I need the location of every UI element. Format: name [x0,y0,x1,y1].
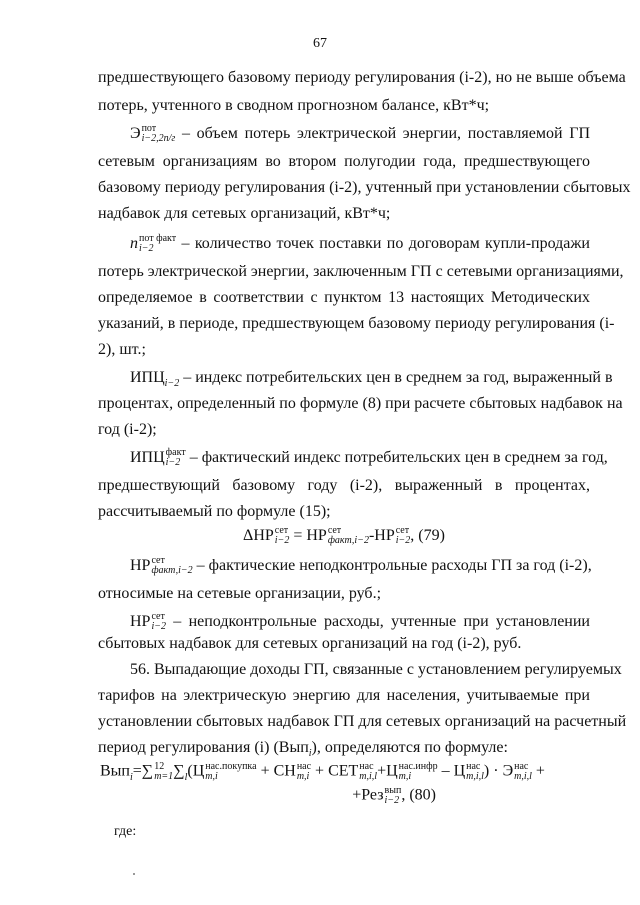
definition-text: – фактический индекс потребительских цен в среднем за год, [189,449,608,466]
paragraph-line: 56. Выпадающие доходы ГП, связанные с установлением регулируемых [130,661,622,678]
symbol: ИПЦ факт i−2 [130,447,186,469]
formula-79: ΔНР сет i−2 = НР сет факт,i−2 -НР сет i−2 , (79) [243,525,445,547]
definition-line [130,234,590,254]
definition-line [130,124,590,144]
text-line: указаний, в периоде, предшествующем базовому периоду регулирования (i- [98,315,615,332]
text-line: потерь, учтенного в сводном прогнозном балансе, кВт*ч; [98,97,490,114]
text-line: относимые на сетевые организации, руб.; [98,585,382,602]
symbol: n пот факт i−2 [130,233,177,255]
text-line: базовому периоду регулирования (i-2), учтенный при установлении сбытовых [98,179,631,196]
definition-line [130,612,590,632]
text-line: надбавок для сетевых организаций, кВт*ч; [98,205,391,222]
text-line: сетевым организациям во втором полугодии года, предшествующего [98,153,590,170]
page-number: 67 [313,36,327,51]
text-line: предшествующий базовому году (i-2), выраженный в процентах, [98,477,590,494]
text-line: тарифов на электрическую энергию для населения, учитываемые при [98,687,590,704]
symbol: Э пот i−2,2п/г [130,123,176,145]
symbol: $ИПЦ_{i-2}$ [130,369,180,390]
definition-text: – индекс потребительских цен в среднем за год, выраженный в [183,369,613,386]
where-label: где: [114,824,137,839]
definition-text: – количество точек поставки по договорам купли-продажи [181,235,590,252]
definition-line [130,556,590,576]
text-line: установлении сбытовых надбавок ГП для сетевых организаций на расчетный [98,713,627,730]
scan-speck [133,873,135,875]
formula-80-line-1: Вып$_i$=∑ 12 m=1 $\sum_l(Ц$ нас.покупка m,i + СН нас m,i + СЕТ нас m,i,l +Ц нас.инфр m,i – Ц нас m,i,l ) · Э нас m,i,l + [100,761,545,783]
symbol: НР сет факт,i−2 [130,555,193,577]
text-line: 2), шт.; [98,341,146,358]
formula-80-line-2: +Рез вып i−2 , (80) [352,785,436,806]
text-line: потерь электрической энергии, заключенным ГП с сетевыми организациями, [98,263,624,280]
text-line: предшествующего базовому периоду регулирования (i-2), но не выше объема [98,69,626,86]
definition-text: – неподконтрольные расходы, учтенные при установлении [173,613,590,630]
text-line: год (i-2); [98,421,157,438]
text-line: процентах, определенный по формуле (8) при расчете сбытовых надбавок на [98,395,623,412]
text-line: определяемое в соответствии с пунктом 13 настоящих Методических [98,289,590,306]
definition-line [130,368,613,390]
text-line: период регулирования (i) (Вып$_i$), определяются по формуле: [98,739,508,760]
definition-text: – объем потерь электрической энергии, поставляемой ГП [181,125,591,142]
text-line: сбытовых надбавок для сетевых организаций на год (i-2), руб. [98,635,522,652]
text-line: рассчитываемый по формуле (15); [98,503,331,520]
symbol: НР сет i−2 [130,611,166,633]
definition-line [130,447,608,469]
definition-text: – фактические неподконтрольные расходы ГП за год (i-2), [196,557,592,574]
